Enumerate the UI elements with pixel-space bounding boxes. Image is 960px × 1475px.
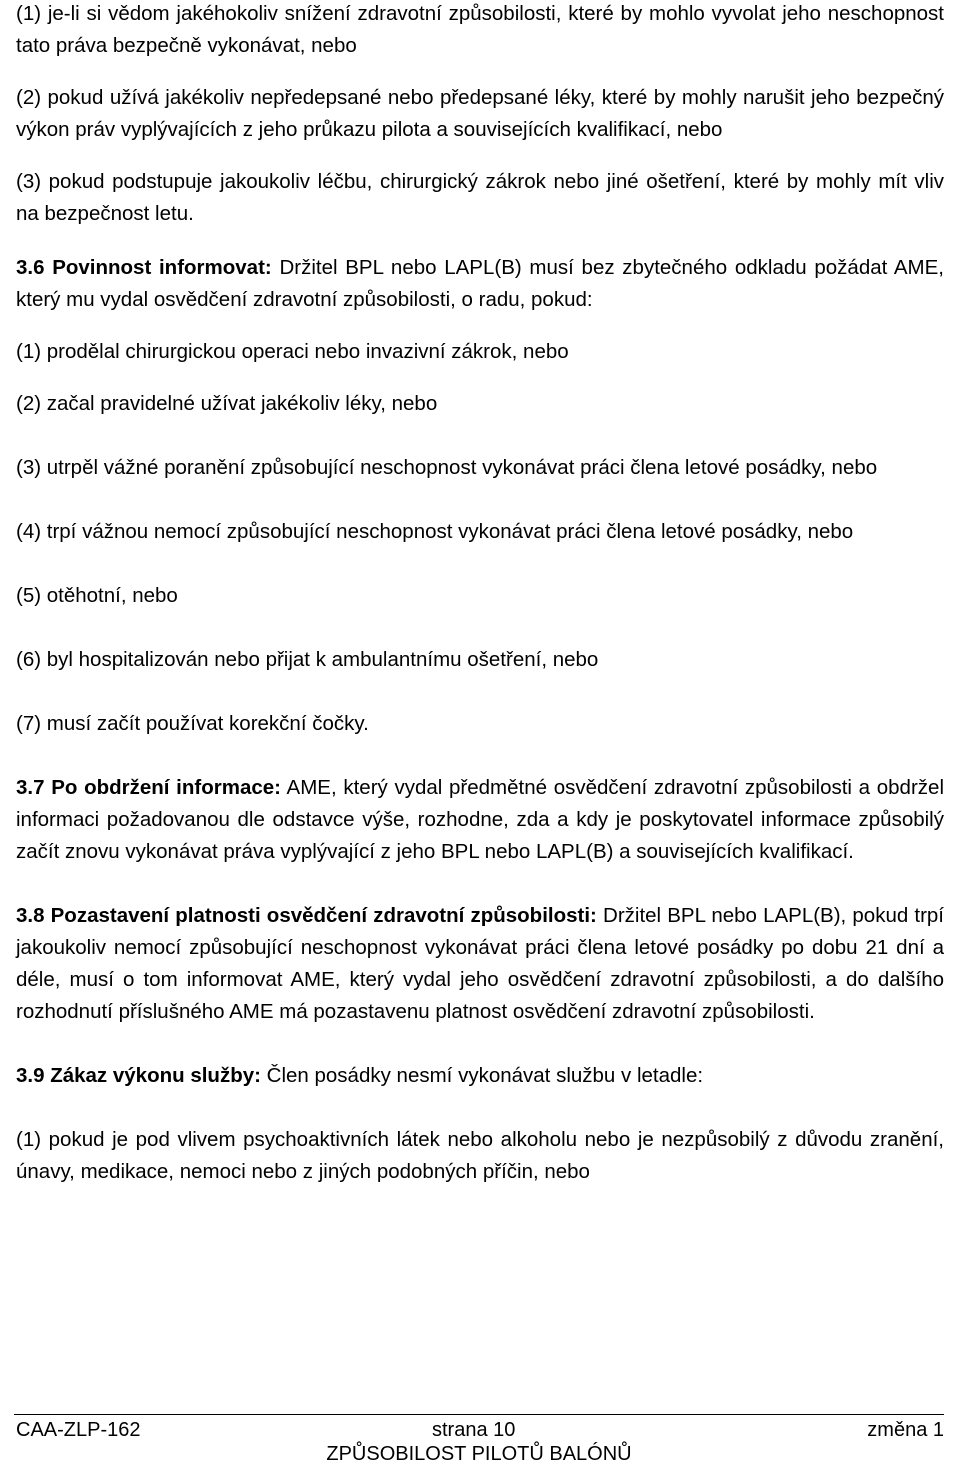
section-3-9 <box>16 1060 944 1092</box>
section-3-6-item-3: (3) utrpěl vážné poranění způsobující neschopnost vykonávat práci člena letové posádky, nebo <box>16 456 878 479</box>
section-3-7-text: AME, který vydal předmětné osvědčení zdravotní způsobilosti a obdržel informaci požadovanou dle odstavce výše, rozhodne, zda a kdy je poskytovatel informace způsobilý začít znovu vykonávat práva vyplývající z jeho BPL nebo LAPL(B) a souvisejících kvalifikací. <box>16 776 944 863</box>
section-3-6-item-1: (1) prodělal chirurgickou operaci nebo invazivní zákrok, nebo <box>16 340 569 363</box>
section-3-6-item-5: (5) otěhotní, nebo <box>16 584 178 607</box>
section-3-6-item-2: (2) začal pravidelné užívat jakékoliv léky, nebo <box>16 392 438 415</box>
section-3-6-item-7: (7) musí začít používat korekční čočky. <box>16 712 369 735</box>
section-3-7 <box>16 772 944 868</box>
section-3-6-heading: 3.6 Povinnost informovat: <box>16 256 272 279</box>
section-3-6-text: Držitel BPL nebo LAPL(B) musí bez zbytečného odkladu požádat AME, který mu vydal osvědčení zdravotní způsobilosti, o radu, pokud: <box>16 256 945 311</box>
section-3-8-text: Držitel BPL nebo LAPL(B), pokud trpí jakoukoliv nemocí způsobující neschopnost vykonávat práci člena letové posádky po dobu 21 dní a déle, musí o tom informovat AME, který vydal jeho osvědčení zdravotní způsobilosti, a do dalšího rozhodnutí příslušného AME má pozastavenu platnost osvědčení zdravotní způsobilosti. <box>16 904 944 1023</box>
footer-title: ZPŮSOBILOST PILOTŮ BALÓNŮ <box>326 1443 632 1465</box>
section-3-8 <box>16 900 944 1028</box>
section-3-7-heading: 3.7 Po obdržení informace: <box>16 776 281 799</box>
section-3-6 <box>16 252 944 316</box>
section-3-8-heading: 3.8 Pozastavení platnosti osvědčení zdravotní způsobilosti: <box>16 904 597 927</box>
section-3-9-heading: 3.9 Zákaz výkonu služby: <box>16 1064 261 1087</box>
footer-revision: změna 1 <box>867 1419 944 1441</box>
footer-row <box>14 1418 944 1442</box>
section-3-9-item-1: (1) pokud je pod vlivem psychoaktivních látek nebo alkoholu nebo je nezpůsobilý z důvodu zranění, únavy, medikace, nemoci nebo z jiných podobných příčin, nebo <box>16 1128 944 1183</box>
document-body <box>16 0 944 1188</box>
section-3-9-text: Člen posádky nesmí vykonávat službu v letadle: <box>260 1064 704 1087</box>
paragraph-item-3: (3) pokud podstupuje jakoukoliv léčbu, chirurgický zákrok nebo jiné ošetření, které by mohly mít vliv na bezpečnost letu. <box>16 170 944 225</box>
paragraph-item-2: (2) pokud užívá jakékoliv nepředepsané nebo předepsané léky, které by mohly narušit jeho bezpečný výkon práv vyplývajících z jeho průkazu pilota a souvisejících kvalifikací, nebo <box>16 86 944 141</box>
paragraph-item-1: (1) je-li si vědom jakéhokoliv snížení zdravotní způsobilosti, které by mohlo vyvolat jeho neschopnost tato práva bezpečně vykonávat, nebo <box>16 2 944 57</box>
section-3-6-item-4: (4) trpí vážnou nemocí způsobující neschopnost vykonávat práci člena letové posádky, nebo <box>16 520 854 543</box>
footer-page-number: strana 10 <box>432 1419 516 1441</box>
footer-doc-id: CAA-ZLP-162 <box>16 1419 141 1441</box>
section-3-6-item-6: (6) byl hospitalizován nebo přijat k ambulantnímu ošetření, nebo <box>16 648 599 671</box>
footer-divider <box>14 1414 944 1415</box>
